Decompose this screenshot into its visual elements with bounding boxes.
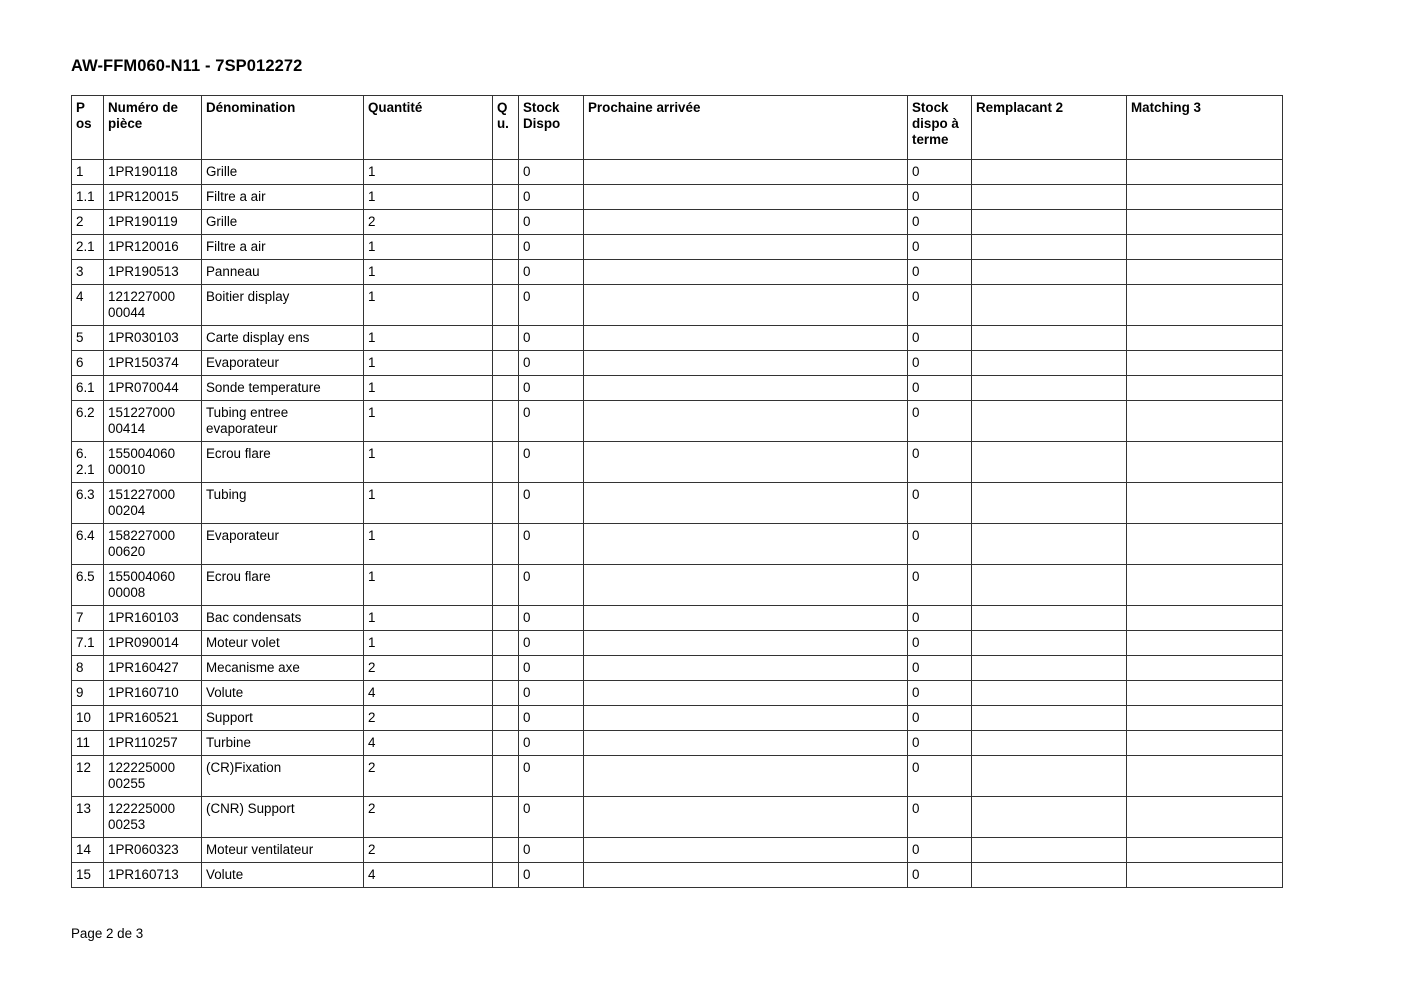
cell-stock-dispo: 0 [519,376,584,401]
cell-stock-at-term: 0 [908,260,972,285]
cell-matching-3 [1127,797,1283,838]
cell-qu [493,442,519,483]
cell-stock-at-term: 0 [908,326,972,351]
cell-stock-dispo: 0 [519,351,584,376]
cell-pos: 11 [72,731,104,756]
cell-pos: 8 [72,656,104,681]
cell-pos: 13 [72,797,104,838]
cell-part-number: 122225000 00255 [104,756,202,797]
cell-quantity: 2 [364,838,493,863]
cell-quantity: 2 [364,756,493,797]
cell-pos: 6.1 [72,376,104,401]
cell-stock-at-term: 0 [908,442,972,483]
cell-qu [493,656,519,681]
cell-next-arrival [584,210,908,235]
cell-pos: 9 [72,681,104,706]
cell-stock-dispo: 0 [519,160,584,185]
cell-qu [493,681,519,706]
cell-next-arrival [584,401,908,442]
cell-replacement-2 [972,756,1127,797]
cell-part-number: 1PR160710 [104,681,202,706]
cell-matching-3 [1127,565,1283,606]
cell-quantity: 1 [364,260,493,285]
cell-matching-3 [1127,681,1283,706]
cell-denomination: (CNR) Support [202,797,364,838]
cell-qu [493,210,519,235]
cell-pos: 2.1 [72,235,104,260]
cell-stock-at-term: 0 [908,483,972,524]
cell-stock-at-term: 0 [908,606,972,631]
cell-matching-3 [1127,706,1283,731]
cell-denomination: Ecrou flare [202,442,364,483]
cell-qu [493,706,519,731]
cell-stock-at-term: 0 [908,863,972,888]
cell-qu [493,376,519,401]
cell-quantity: 1 [364,160,493,185]
cell-denomination: Filtre a air [202,185,364,210]
cell-stock-dispo: 0 [519,442,584,483]
cell-stock-at-term: 0 [908,731,972,756]
cell-matching-3 [1127,863,1283,888]
cell-stock-dispo: 0 [519,185,584,210]
cell-qu [493,606,519,631]
cell-part-number: 151227000 00414 [104,401,202,442]
cell-denomination: Support [202,706,364,731]
cell-replacement-2 [972,656,1127,681]
cell-quantity: 2 [364,210,493,235]
parts-table [71,95,1283,888]
cell-matching-3 [1127,235,1283,260]
table-row [72,235,1283,260]
cell-qu [493,285,519,326]
cell-matching-3 [1127,326,1283,351]
cell-matching-3 [1127,160,1283,185]
cell-qu [493,731,519,756]
cell-denomination: Ecrou flare [202,565,364,606]
cell-denomination: Moteur volet [202,631,364,656]
cell-qu [493,351,519,376]
cell-replacement-2 [972,235,1127,260]
cell-stock-dispo: 0 [519,483,584,524]
cell-denomination: Grille [202,160,364,185]
table-row [72,326,1283,351]
cell-stock-dispo: 0 [519,797,584,838]
cell-stock-at-term: 0 [908,565,972,606]
cell-denomination: (CR)Fixation [202,756,364,797]
cell-qu [493,565,519,606]
cell-replacement-2 [972,185,1127,210]
cell-denomination: Panneau [202,260,364,285]
cell-replacement-2 [972,797,1127,838]
page-number: Page 2 de 3 [71,926,144,941]
cell-matching-3 [1127,606,1283,631]
cell-replacement-2 [972,351,1127,376]
cell-pos: 3 [72,260,104,285]
table-row [72,185,1283,210]
cell-replacement-2 [972,442,1127,483]
table-row [72,756,1283,797]
cell-stock-dispo: 0 [519,401,584,442]
table-row [72,706,1283,731]
cell-quantity: 1 [364,326,493,351]
cell-denomination: Evaporateur [202,351,364,376]
table-row [72,606,1283,631]
cell-matching-3 [1127,185,1283,210]
cell-pos: 6.4 [72,524,104,565]
cell-denomination: Filtre a air [202,235,364,260]
cell-next-arrival [584,706,908,731]
cell-stock-at-term: 0 [908,160,972,185]
cell-denomination: Volute [202,681,364,706]
cell-pos: 6.5 [72,565,104,606]
cell-denomination: Tubing [202,483,364,524]
cell-replacement-2 [972,524,1127,565]
cell-replacement-2 [972,731,1127,756]
cell-part-number: 1PR190513 [104,260,202,285]
cell-pos: 2 [72,210,104,235]
cell-quantity: 1 [364,351,493,376]
cell-next-arrival [584,797,908,838]
cell-part-number: 155004060 00008 [104,565,202,606]
cell-stock-at-term: 0 [908,706,972,731]
cell-stock-at-term: 0 [908,210,972,235]
cell-stock-dispo: 0 [519,606,584,631]
cell-part-number: 1PR110257 [104,731,202,756]
cell-qu [493,524,519,565]
cell-pos: 15 [72,863,104,888]
cell-denomination: Moteur ventilateur [202,838,364,863]
cell-part-number: 1PR190119 [104,210,202,235]
cell-stock-at-term: 0 [908,797,972,838]
cell-next-arrival [584,524,908,565]
cell-matching-3 [1127,631,1283,656]
table-row [72,160,1283,185]
cell-stock-dispo: 0 [519,756,584,797]
cell-replacement-2 [972,863,1127,888]
cell-next-arrival [584,606,908,631]
cell-part-number: 158227000 00620 [104,524,202,565]
cell-next-arrival [584,731,908,756]
cell-matching-3 [1127,483,1283,524]
cell-replacement-2 [972,606,1127,631]
cell-replacement-2 [972,210,1127,235]
cell-replacement-2 [972,565,1127,606]
cell-quantity: 4 [364,681,493,706]
cell-qu [493,797,519,838]
cell-quantity: 1 [364,376,493,401]
header-matching-3: Matching 3 [1127,96,1283,160]
cell-pos: 6.3 [72,483,104,524]
cell-next-arrival [584,235,908,260]
cell-part-number: 151227000 00204 [104,483,202,524]
cell-replacement-2 [972,401,1127,442]
cell-stock-at-term: 0 [908,631,972,656]
cell-part-number: 155004060 00010 [104,442,202,483]
cell-quantity: 1 [364,524,493,565]
cell-stock-dispo: 0 [519,706,584,731]
table-row [72,210,1283,235]
cell-stock-at-term: 0 [908,351,972,376]
cell-matching-3 [1127,656,1283,681]
cell-pos: 6.2 [72,401,104,442]
cell-matching-3 [1127,442,1283,483]
cell-quantity: 4 [364,863,493,888]
cell-matching-3 [1127,260,1283,285]
cell-denomination: Boitier display [202,285,364,326]
header-replacement-2: Remplacant 2 [972,96,1127,160]
cell-quantity: 1 [364,285,493,326]
cell-denomination: Tubing entree evaporateur [202,401,364,442]
cell-stock-dispo: 0 [519,524,584,565]
cell-matching-3 [1127,756,1283,797]
cell-part-number: 122225000 00253 [104,797,202,838]
cell-quantity: 2 [364,656,493,681]
cell-next-arrival [584,631,908,656]
cell-quantity: 1 [364,565,493,606]
cell-next-arrival [584,285,908,326]
cell-quantity: 1 [364,235,493,260]
cell-pos: 6. 2.1 [72,442,104,483]
cell-stock-at-term: 0 [908,285,972,326]
cell-replacement-2 [972,326,1127,351]
table-row [72,401,1283,442]
cell-next-arrival [584,351,908,376]
cell-pos: 14 [72,838,104,863]
cell-part-number: 1PR160427 [104,656,202,681]
table-row [72,442,1283,483]
cell-stock-at-term: 0 [908,235,972,260]
cell-denomination: Volute [202,863,364,888]
cell-stock-dispo: 0 [519,210,584,235]
parts-table-body [72,160,1283,888]
table-row [72,483,1283,524]
table-row [72,838,1283,863]
cell-stock-dispo: 0 [519,838,584,863]
cell-part-number: 1PR120016 [104,235,202,260]
cell-stock-at-term: 0 [908,185,972,210]
cell-pos: 1.1 [72,185,104,210]
cell-stock-at-term: 0 [908,376,972,401]
cell-part-number: 1PR090014 [104,631,202,656]
cell-next-arrival [584,326,908,351]
cell-stock-at-term: 0 [908,401,972,442]
cell-next-arrival [584,160,908,185]
cell-pos: 4 [72,285,104,326]
cell-pos: 6 [72,351,104,376]
cell-replacement-2 [972,706,1127,731]
table-row [72,260,1283,285]
cell-stock-at-term: 0 [908,838,972,863]
table-header-row [72,96,1283,160]
cell-quantity: 2 [364,797,493,838]
cell-matching-3 [1127,376,1283,401]
cell-matching-3 [1127,351,1283,376]
cell-part-number: 1PR030103 [104,326,202,351]
cell-next-arrival [584,656,908,681]
cell-part-number: 1PR060323 [104,838,202,863]
cell-stock-at-term: 0 [908,656,972,681]
cell-replacement-2 [972,631,1127,656]
cell-part-number: 1PR070044 [104,376,202,401]
cell-stock-dispo: 0 [519,656,584,681]
table-row [72,376,1283,401]
cell-stock-at-term: 0 [908,756,972,797]
cell-matching-3 [1127,524,1283,565]
cell-next-arrival [584,838,908,863]
cell-qu [493,326,519,351]
cell-matching-3 [1127,285,1283,326]
cell-quantity: 2 [364,706,493,731]
cell-matching-3 [1127,401,1283,442]
cell-matching-3 [1127,731,1283,756]
table-row [72,631,1283,656]
cell-replacement-2 [972,160,1127,185]
cell-stock-dispo: 0 [519,565,584,606]
cell-quantity: 1 [364,483,493,524]
header-stock-at-term: Stock dispo à terme [908,96,972,160]
cell-next-arrival [584,681,908,706]
cell-quantity: 1 [364,631,493,656]
cell-quantity: 1 [364,442,493,483]
cell-pos: 1 [72,160,104,185]
cell-stock-dispo: 0 [519,681,584,706]
cell-next-arrival [584,483,908,524]
table-row [72,731,1283,756]
table-row [72,797,1283,838]
cell-part-number: 121227000 00044 [104,285,202,326]
table-row [72,863,1283,888]
table-row [72,285,1283,326]
cell-quantity: 1 [364,185,493,210]
cell-quantity: 1 [364,606,493,631]
cell-matching-3 [1127,838,1283,863]
cell-stock-dispo: 0 [519,235,584,260]
cell-qu [493,401,519,442]
cell-stock-at-term: 0 [908,524,972,565]
header-stock-dispo: Stock Dispo [519,96,584,160]
cell-replacement-2 [972,483,1127,524]
cell-next-arrival [584,376,908,401]
cell-qu [493,160,519,185]
cell-replacement-2 [972,681,1127,706]
header-quantity: Quantité [364,96,493,160]
document-title: AW-FFM060-N11 - 7SP012272 [71,57,303,75]
cell-next-arrival [584,185,908,210]
cell-stock-at-term: 0 [908,681,972,706]
cell-next-arrival [584,756,908,797]
cell-next-arrival [584,863,908,888]
cell-pos: 10 [72,706,104,731]
cell-qu [493,838,519,863]
header-denomination: Dénomination [202,96,364,160]
cell-qu [493,756,519,797]
cell-pos: 12 [72,756,104,797]
cell-denomination: Sonde temperature [202,376,364,401]
cell-replacement-2 [972,838,1127,863]
cell-denomination: Evaporateur [202,524,364,565]
header-part-number: Numéro de pièce [104,96,202,160]
cell-qu [493,235,519,260]
cell-qu [493,260,519,285]
cell-pos: 5 [72,326,104,351]
cell-replacement-2 [972,260,1127,285]
cell-quantity: 4 [364,731,493,756]
cell-quantity: 1 [364,401,493,442]
table-row [72,565,1283,606]
cell-denomination: Turbine [202,731,364,756]
cell-part-number: 1PR160713 [104,863,202,888]
cell-part-number: 1PR190118 [104,160,202,185]
cell-pos: 7 [72,606,104,631]
cell-denomination: Carte display ens [202,326,364,351]
cell-stock-dispo: 0 [519,631,584,656]
cell-denomination: Mecanisme axe [202,656,364,681]
cell-matching-3 [1127,210,1283,235]
cell-denomination: Grille [202,210,364,235]
cell-denomination: Bac condensats [202,606,364,631]
cell-replacement-2 [972,285,1127,326]
cell-stock-dispo: 0 [519,863,584,888]
cell-stock-dispo: 0 [519,326,584,351]
cell-qu [493,631,519,656]
table-row [72,656,1283,681]
cell-next-arrival [584,260,908,285]
table-row [72,681,1283,706]
cell-next-arrival [584,565,908,606]
cell-qu [493,483,519,524]
header-next-arrival: Prochaine arrivée [584,96,908,160]
table-row [72,524,1283,565]
header-pos: P os [72,96,104,160]
cell-part-number: 1PR160521 [104,706,202,731]
cell-next-arrival [584,442,908,483]
cell-part-number: 1PR160103 [104,606,202,631]
cell-stock-dispo: 0 [519,260,584,285]
cell-qu [493,185,519,210]
header-qu: Q u. [493,96,519,160]
cell-stock-dispo: 0 [519,285,584,326]
cell-part-number: 1PR150374 [104,351,202,376]
cell-stock-dispo: 0 [519,731,584,756]
table-row [72,351,1283,376]
cell-qu [493,863,519,888]
cell-part-number: 1PR120015 [104,185,202,210]
cell-pos: 7.1 [72,631,104,656]
cell-replacement-2 [972,376,1127,401]
